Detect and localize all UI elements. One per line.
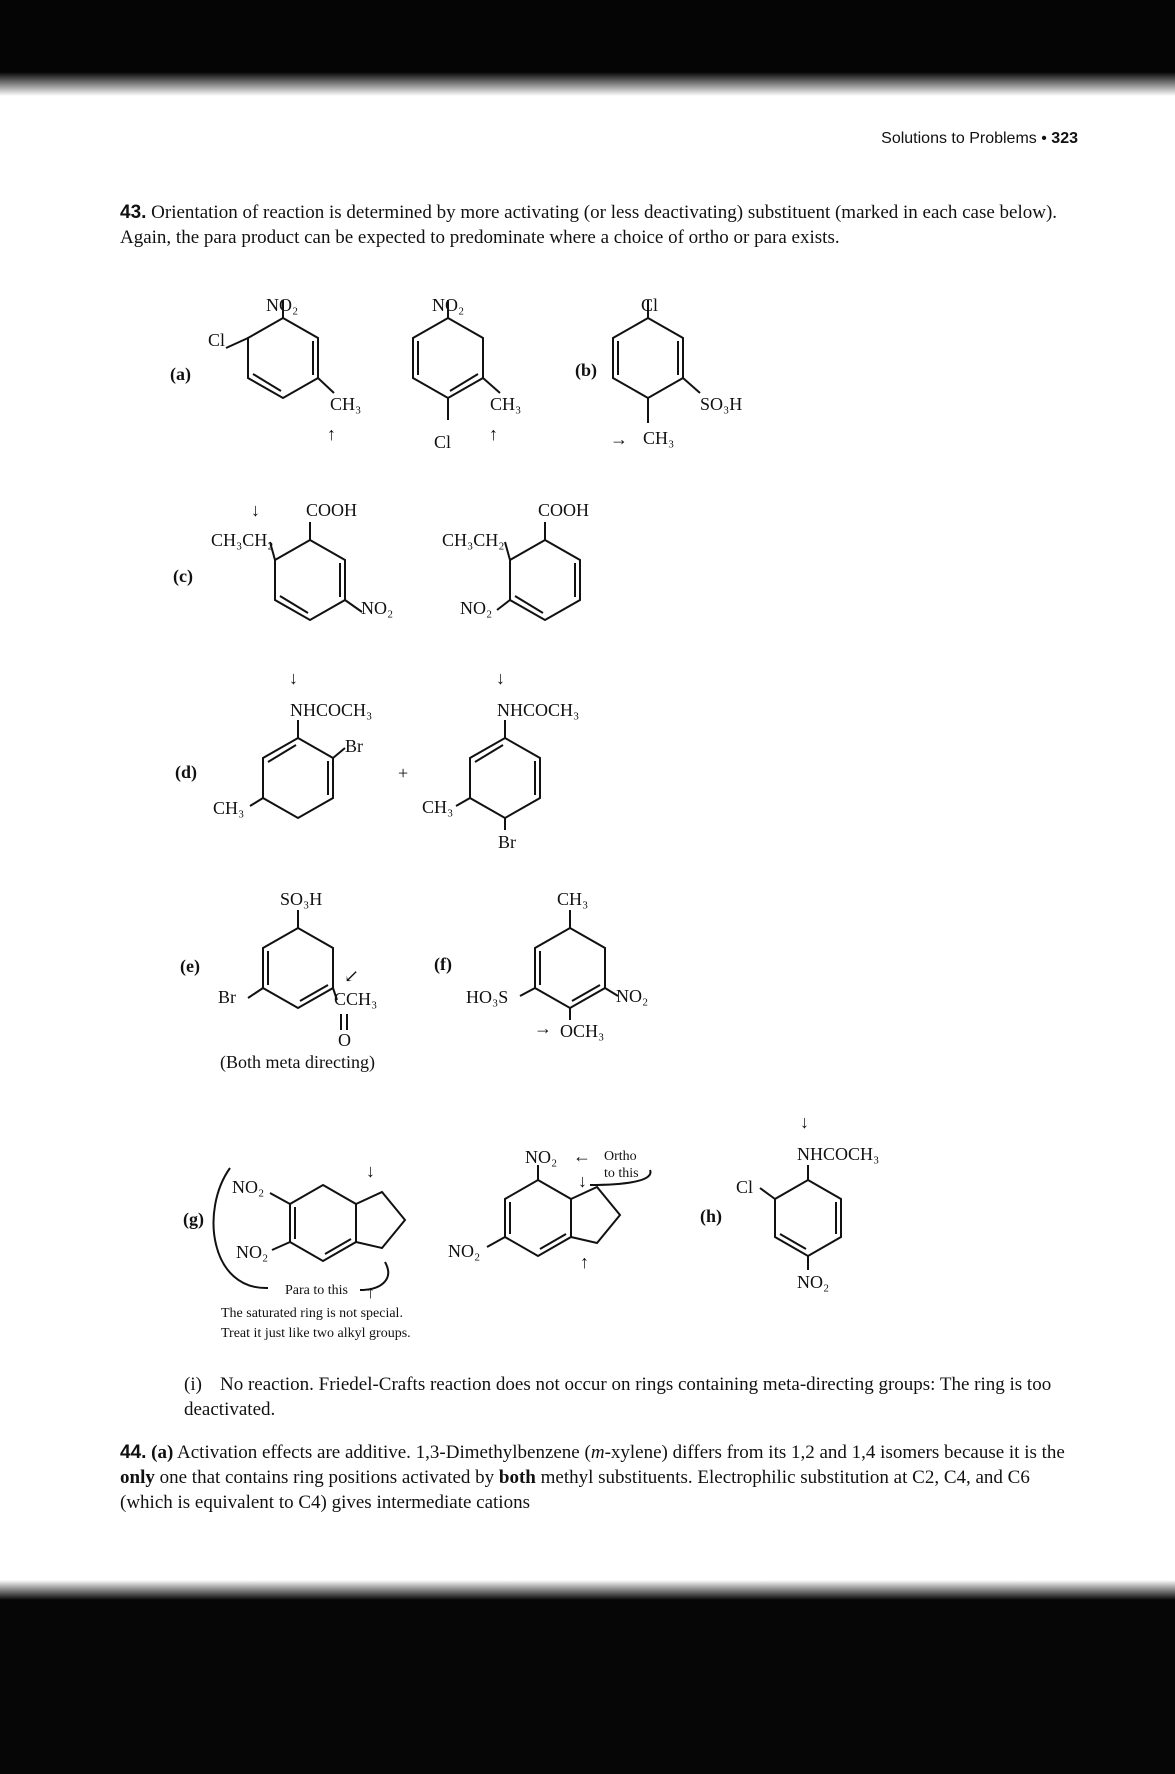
e-so3h: SO₃H — [280, 889, 323, 909]
problem-44-both: both — [498, 1467, 536, 1488]
d1-ch3: CH₃ — [213, 798, 245, 818]
part-c-label: (c) — [173, 566, 193, 586]
part-e-label: (e) — [180, 956, 200, 976]
problem-44-text-1: Activation effects are additive. 1,3-Dimethylbenzene ( — [177, 1442, 591, 1463]
g2-ortho: Ortho — [604, 1149, 637, 1164]
d2-br: Br — [498, 832, 516, 852]
g-note-line-1: The saturated ring is not special. — [221, 1306, 403, 1321]
a1-arrow: ↑ — [327, 424, 336, 444]
problem-44-number: 44. — [120, 1442, 147, 1463]
g2-no2-top: NO₂ — [525, 1147, 558, 1167]
g2-arrow-up: ↑ — [580, 1252, 589, 1272]
e-arrow: ↙ — [344, 966, 360, 986]
section-title: Solutions to Problems — [881, 130, 1037, 147]
a1-ch3: CH₃ — [330, 394, 362, 414]
e-br: Br — [218, 987, 236, 1007]
e-cch3: CCH₃ — [334, 989, 378, 1009]
e-note: (Both meta directing) — [220, 1052, 375, 1072]
problem-44-m: m — [590, 1442, 605, 1463]
g1-arrow-down: ↓ — [366, 1161, 375, 1181]
structure-c1 — [211, 500, 393, 620]
d2-arrow: ↓ — [496, 668, 505, 688]
structure-g2 — [448, 1146, 650, 1272]
h-no2: NO₂ — [797, 1272, 830, 1292]
a2-arrow: ↑ — [489, 424, 498, 444]
structure-a1 — [208, 295, 361, 444]
problem-44-only: only — [120, 1467, 155, 1488]
problem-44-part: (a) — [151, 1442, 174, 1463]
part-h-label: (h) — [700, 1206, 722, 1226]
problem-43-body: Orientation of reaction is determined by more activating (or less deactivating) substituent (marked in each case below). Again, the para product can be expected to predominate where a choice of ortho or para exists. — [120, 202, 1058, 248]
structure-c2 — [442, 500, 589, 620]
d2-nhcoch3: NHCOCH₃ — [497, 700, 580, 720]
f-och3: OCH₃ — [560, 1021, 605, 1041]
structure-e — [218, 889, 377, 1073]
g2-no2-bottom: NO₂ — [448, 1241, 481, 1261]
c1-arrow: ↓ — [251, 500, 260, 520]
part-g-label: (g) — [183, 1209, 204, 1229]
h-cl: Cl — [736, 1177, 754, 1197]
c2-no2: NO₂ — [460, 598, 493, 618]
e-oxygen: O — [338, 1030, 351, 1050]
structure-f — [466, 889, 648, 1041]
f-no2: NO₂ — [616, 986, 649, 1006]
problem-44 — [120, 1440, 1070, 1515]
g1-no2-bottom: NO₂ — [236, 1242, 269, 1262]
structure-d1 — [213, 668, 372, 818]
c1-ethyl: CH₃CH₂ — [211, 530, 274, 550]
h-arrow: ↓ — [800, 1112, 809, 1132]
item-i-text: No reaction. Friedel-Crafts reaction does not occur on rings containing meta-directing groups: The ring is too deactivated. — [184, 1374, 1052, 1420]
b-ch3: CH₃ — [643, 428, 675, 448]
g1-arrow-up: ↑ — [366, 1282, 375, 1302]
structure-h — [736, 1112, 879, 1292]
part-f-label: (f) — [434, 954, 452, 974]
b-so3h: SO₃H — [700, 394, 743, 414]
problem-43-number: 43. — [120, 202, 147, 223]
problem-44-text-3: one that contains ring positions activated by — [154, 1467, 499, 1488]
structure-b — [610, 295, 742, 449]
d1-nhcoch3: NHCOCH₃ — [290, 700, 373, 720]
item-i — [184, 1372, 1070, 1422]
part-d-label: (d) — [175, 762, 197, 782]
problem-44-text-4: methyl substituents. Electrophilic substitution at C2, C4, and C6 (which is equivalent to C4) gives intermediate cations — [120, 1467, 1030, 1513]
g2-to-this: to this — [604, 1166, 639, 1181]
structure-a2 — [413, 295, 521, 452]
d2-ch3: CH₃ — [422, 797, 454, 817]
f-arrow: → — [534, 1018, 552, 1038]
structure-g1 — [214, 1161, 411, 1341]
h-nhcoch3: NHCOCH₃ — [797, 1144, 880, 1164]
b-cl: Cl — [641, 295, 659, 315]
a2-no2: NO₂ — [432, 295, 465, 315]
c1-cooh: COOH — [306, 500, 358, 520]
d-plus: + — [398, 763, 409, 783]
a2-ch3: CH₃ — [490, 394, 522, 414]
f-ho3s: HO₃S — [466, 987, 509, 1007]
a1-cl: Cl — [208, 330, 226, 350]
item-i-label: (i) — [184, 1374, 202, 1395]
b-arrow: → — [610, 429, 628, 449]
c2-cooh: COOH — [538, 500, 590, 520]
a1-no2: NO₂ — [266, 295, 299, 315]
d1-arrow: ↓ — [289, 668, 298, 688]
bullet: • — [1041, 130, 1047, 147]
g2-arrow-left: ← — [573, 1146, 591, 1166]
c1-no2: NO₂ — [361, 598, 394, 618]
a2-cl: Cl — [434, 432, 452, 452]
part-a-label: (a) — [170, 364, 191, 384]
problem-44-text-2: -xylene) differs from its 1,2 and 1,4 isomers because it is the — [604, 1442, 1065, 1463]
g2-arrow-down: ↓ — [578, 1171, 587, 1191]
f-ch3: CH₃ — [557, 889, 589, 909]
c2-ethyl: CH₃CH₂ — [442, 530, 505, 550]
d1-br: Br — [345, 736, 363, 756]
g1-para-note: Para to this — [285, 1283, 348, 1298]
g-note-line-2: Treat it just like two alkyl groups. — [221, 1326, 411, 1341]
g1-no2-top: NO₂ — [232, 1177, 265, 1197]
part-b-label: (b) — [575, 360, 597, 380]
structure-d2 — [422, 668, 579, 852]
page-number: 323 — [1051, 130, 1078, 147]
